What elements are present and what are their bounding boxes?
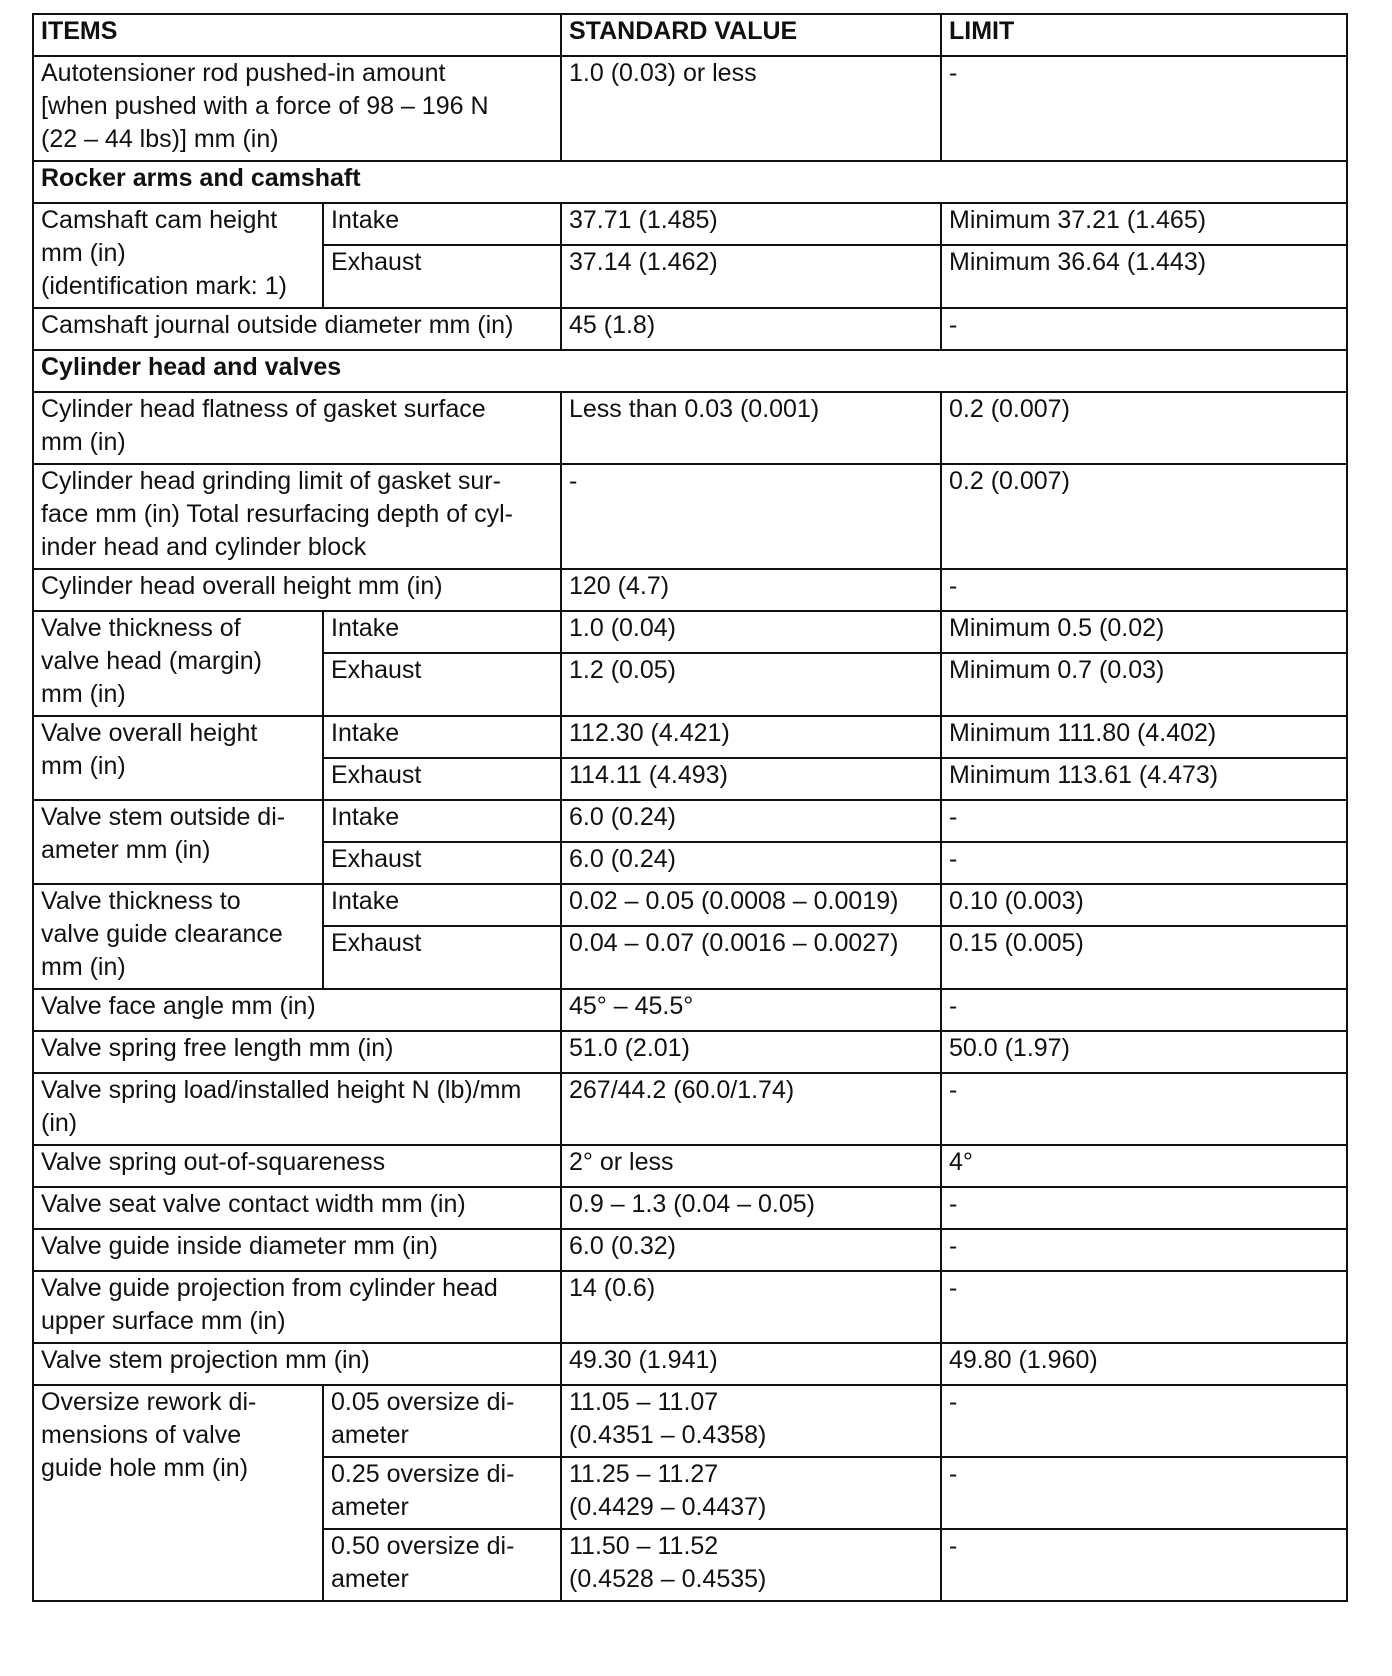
limit-cell: - (941, 308, 1347, 350)
table-row (33, 308, 1347, 350)
item-cell: Oversize rework di- mensions of valve guide hole mm (in) (33, 1385, 323, 1601)
standard-cell: 6.0 (0.24) (561, 842, 941, 884)
section-heading: Rocker arms and camshaft (33, 161, 1347, 203)
sub-item-cell: Intake (323, 716, 561, 758)
item-cell: Camshaft cam height mm (in) (identification mark: 1) (33, 203, 323, 308)
limit-cell: - (941, 1187, 1347, 1229)
limit-cell: - (941, 1529, 1347, 1601)
limit-cell: - (941, 1073, 1347, 1145)
standard-cell: 11.05 – 11.07 (0.4351 – 0.4358) (561, 1385, 941, 1457)
standard-cell: 0.02 – 0.05 (0.0008 – 0.0019) (561, 884, 941, 926)
sub-item-cell: Exhaust (323, 245, 561, 308)
sub-item-cell: Exhaust (323, 842, 561, 884)
item-cell: Cylinder head overall height mm (in) (33, 569, 561, 611)
standard-cell: 14 (0.6) (561, 1271, 941, 1343)
item-cell: Valve guide projection from cylinder head upper surface mm (in) (33, 1271, 561, 1343)
limit-cell: 0.2 (0.007) (941, 392, 1347, 464)
sub-item-cell: 0.25 oversize di- ameter (323, 1457, 561, 1529)
item-cell: Valve thickness of valve head (margin) mm (in) (33, 611, 323, 716)
standard-cell: 114.11 (4.493) (561, 758, 941, 800)
standard-cell: 1.0 (0.04) (561, 611, 941, 653)
standard-cell: 11.25 – 11.27 (0.4429 – 0.4437) (561, 1457, 941, 1529)
standard-cell: 6.0 (0.24) (561, 800, 941, 842)
standard-cell: 45° – 45.5° (561, 989, 941, 1031)
item-cell: Valve spring out-of-squareness (33, 1145, 561, 1187)
limit-cell: Minimum 0.5 (0.02) (941, 611, 1347, 653)
standard-cell: 112.30 (4.421) (561, 716, 941, 758)
limit-cell: Minimum 37.21 (1.465) (941, 203, 1347, 245)
item-cell: Valve spring load/installed height N (lb)/mm (in) (33, 1073, 561, 1145)
limit-cell: 50.0 (1.97) (941, 1031, 1347, 1073)
sub-item-cell: Exhaust (323, 926, 561, 989)
limit-cell: - (941, 56, 1347, 161)
sub-item-cell: Exhaust (323, 653, 561, 716)
limit-cell: 0.2 (0.007) (941, 464, 1347, 569)
standard-cell: 1.0 (0.03) or less (561, 56, 941, 161)
limit-cell: - (941, 842, 1347, 884)
limit-cell: - (941, 1271, 1347, 1343)
limit-cell: Minimum 0.7 (0.03) (941, 653, 1347, 716)
item-cell: Valve stem projection mm (in) (33, 1343, 561, 1385)
standard-cell: 37.71 (1.485) (561, 203, 941, 245)
sub-item-cell: Intake (323, 203, 561, 245)
sub-item-cell: Intake (323, 884, 561, 926)
standard-cell: 51.0 (2.01) (561, 1031, 941, 1073)
item-cell: Camshaft journal outside diameter mm (in) (33, 308, 561, 350)
limit-cell: Minimum 113.61 (4.473) (941, 758, 1347, 800)
section-row (33, 161, 1347, 203)
header-standard-value: STANDARD VALUE (561, 14, 941, 56)
standard-cell: 11.50 – 11.52 (0.4528 – 0.4535) (561, 1529, 941, 1601)
section-row (33, 350, 1347, 392)
specifications-table (32, 13, 1348, 1602)
sub-item-cell: Intake (323, 611, 561, 653)
item-cell: Valve guide inside diameter mm (in) (33, 1229, 561, 1271)
item-cell: Valve thickness to valve guide clearance mm (in) (33, 884, 323, 989)
sub-item-cell: 0.50 oversize di- ameter (323, 1529, 561, 1601)
table-row (33, 1145, 1347, 1187)
item-cell: Cylinder head flatness of gasket surface mm (in) (33, 392, 561, 464)
table-row (33, 1031, 1347, 1073)
item-cell: Autotensioner rod pushed-in amount [when pushed with a force of 98 – 196 N (22 – 44 lbs)] mm (in) (33, 56, 561, 161)
table-row (33, 1343, 1347, 1385)
table-row (33, 1271, 1347, 1343)
table-row (33, 989, 1347, 1031)
item-cell: Cylinder head grinding limit of gasket sur- face mm (in) Total resurfacing depth of cyl- inder head and cylinder block (33, 464, 561, 569)
table-row (33, 203, 1347, 245)
item-cell: Valve overall height mm (in) (33, 716, 323, 800)
limit-cell: 0.10 (0.003) (941, 884, 1347, 926)
table-row (33, 1229, 1347, 1271)
table-row (33, 716, 1347, 758)
table-row (33, 611, 1347, 653)
standard-cell: Less than 0.03 (0.001) (561, 392, 941, 464)
standard-cell: 49.30 (1.941) (561, 1343, 941, 1385)
standard-cell: 0.04 – 0.07 (0.0016 – 0.0027) (561, 926, 941, 989)
table-row (33, 1187, 1347, 1229)
table-row (33, 1385, 1347, 1457)
item-cell: Valve seat valve contact width mm (in) (33, 1187, 561, 1229)
table-row (33, 56, 1347, 161)
sub-item-cell: Exhaust (323, 758, 561, 800)
limit-cell: - (941, 1229, 1347, 1271)
standard-cell: 45 (1.8) (561, 308, 941, 350)
standard-cell: 120 (4.7) (561, 569, 941, 611)
limit-cell: 0.15 (0.005) (941, 926, 1347, 989)
standard-cell: 267/44.2 (60.0/1.74) (561, 1073, 941, 1145)
limit-cell: - (941, 1385, 1347, 1457)
section-heading: Cylinder head and valves (33, 350, 1347, 392)
table-row (33, 1073, 1347, 1145)
item-cell: Valve stem outside di- ameter mm (in) (33, 800, 323, 884)
header-row (33, 14, 1347, 56)
standard-cell: 37.14 (1.462) (561, 245, 941, 308)
header-limit: LIMIT (941, 14, 1347, 56)
limit-cell: - (941, 569, 1347, 611)
limit-cell: - (941, 989, 1347, 1031)
limit-cell: - (941, 800, 1347, 842)
table-row (33, 569, 1347, 611)
limit-cell: - (941, 1457, 1347, 1529)
table-row (33, 464, 1347, 569)
limit-cell: 4° (941, 1145, 1347, 1187)
item-cell: Valve face angle mm (in) (33, 989, 561, 1031)
header-items: ITEMS (33, 14, 561, 56)
item-cell: Valve spring free length mm (in) (33, 1031, 561, 1073)
sub-item-cell: Intake (323, 800, 561, 842)
standard-cell: 6.0 (0.32) (561, 1229, 941, 1271)
limit-cell: Minimum 111.80 (4.402) (941, 716, 1347, 758)
standard-cell: - (561, 464, 941, 569)
standard-cell: 2° or less (561, 1145, 941, 1187)
table-row (33, 884, 1347, 926)
limit-cell: Minimum 36.64 (1.443) (941, 245, 1347, 308)
table-row (33, 800, 1347, 842)
limit-cell: 49.80 (1.960) (941, 1343, 1347, 1385)
standard-cell: 0.9 – 1.3 (0.04 – 0.05) (561, 1187, 941, 1229)
table-row (33, 392, 1347, 464)
standard-cell: 1.2 (0.05) (561, 653, 941, 716)
sub-item-cell: 0.05 oversize di- ameter (323, 1385, 561, 1457)
